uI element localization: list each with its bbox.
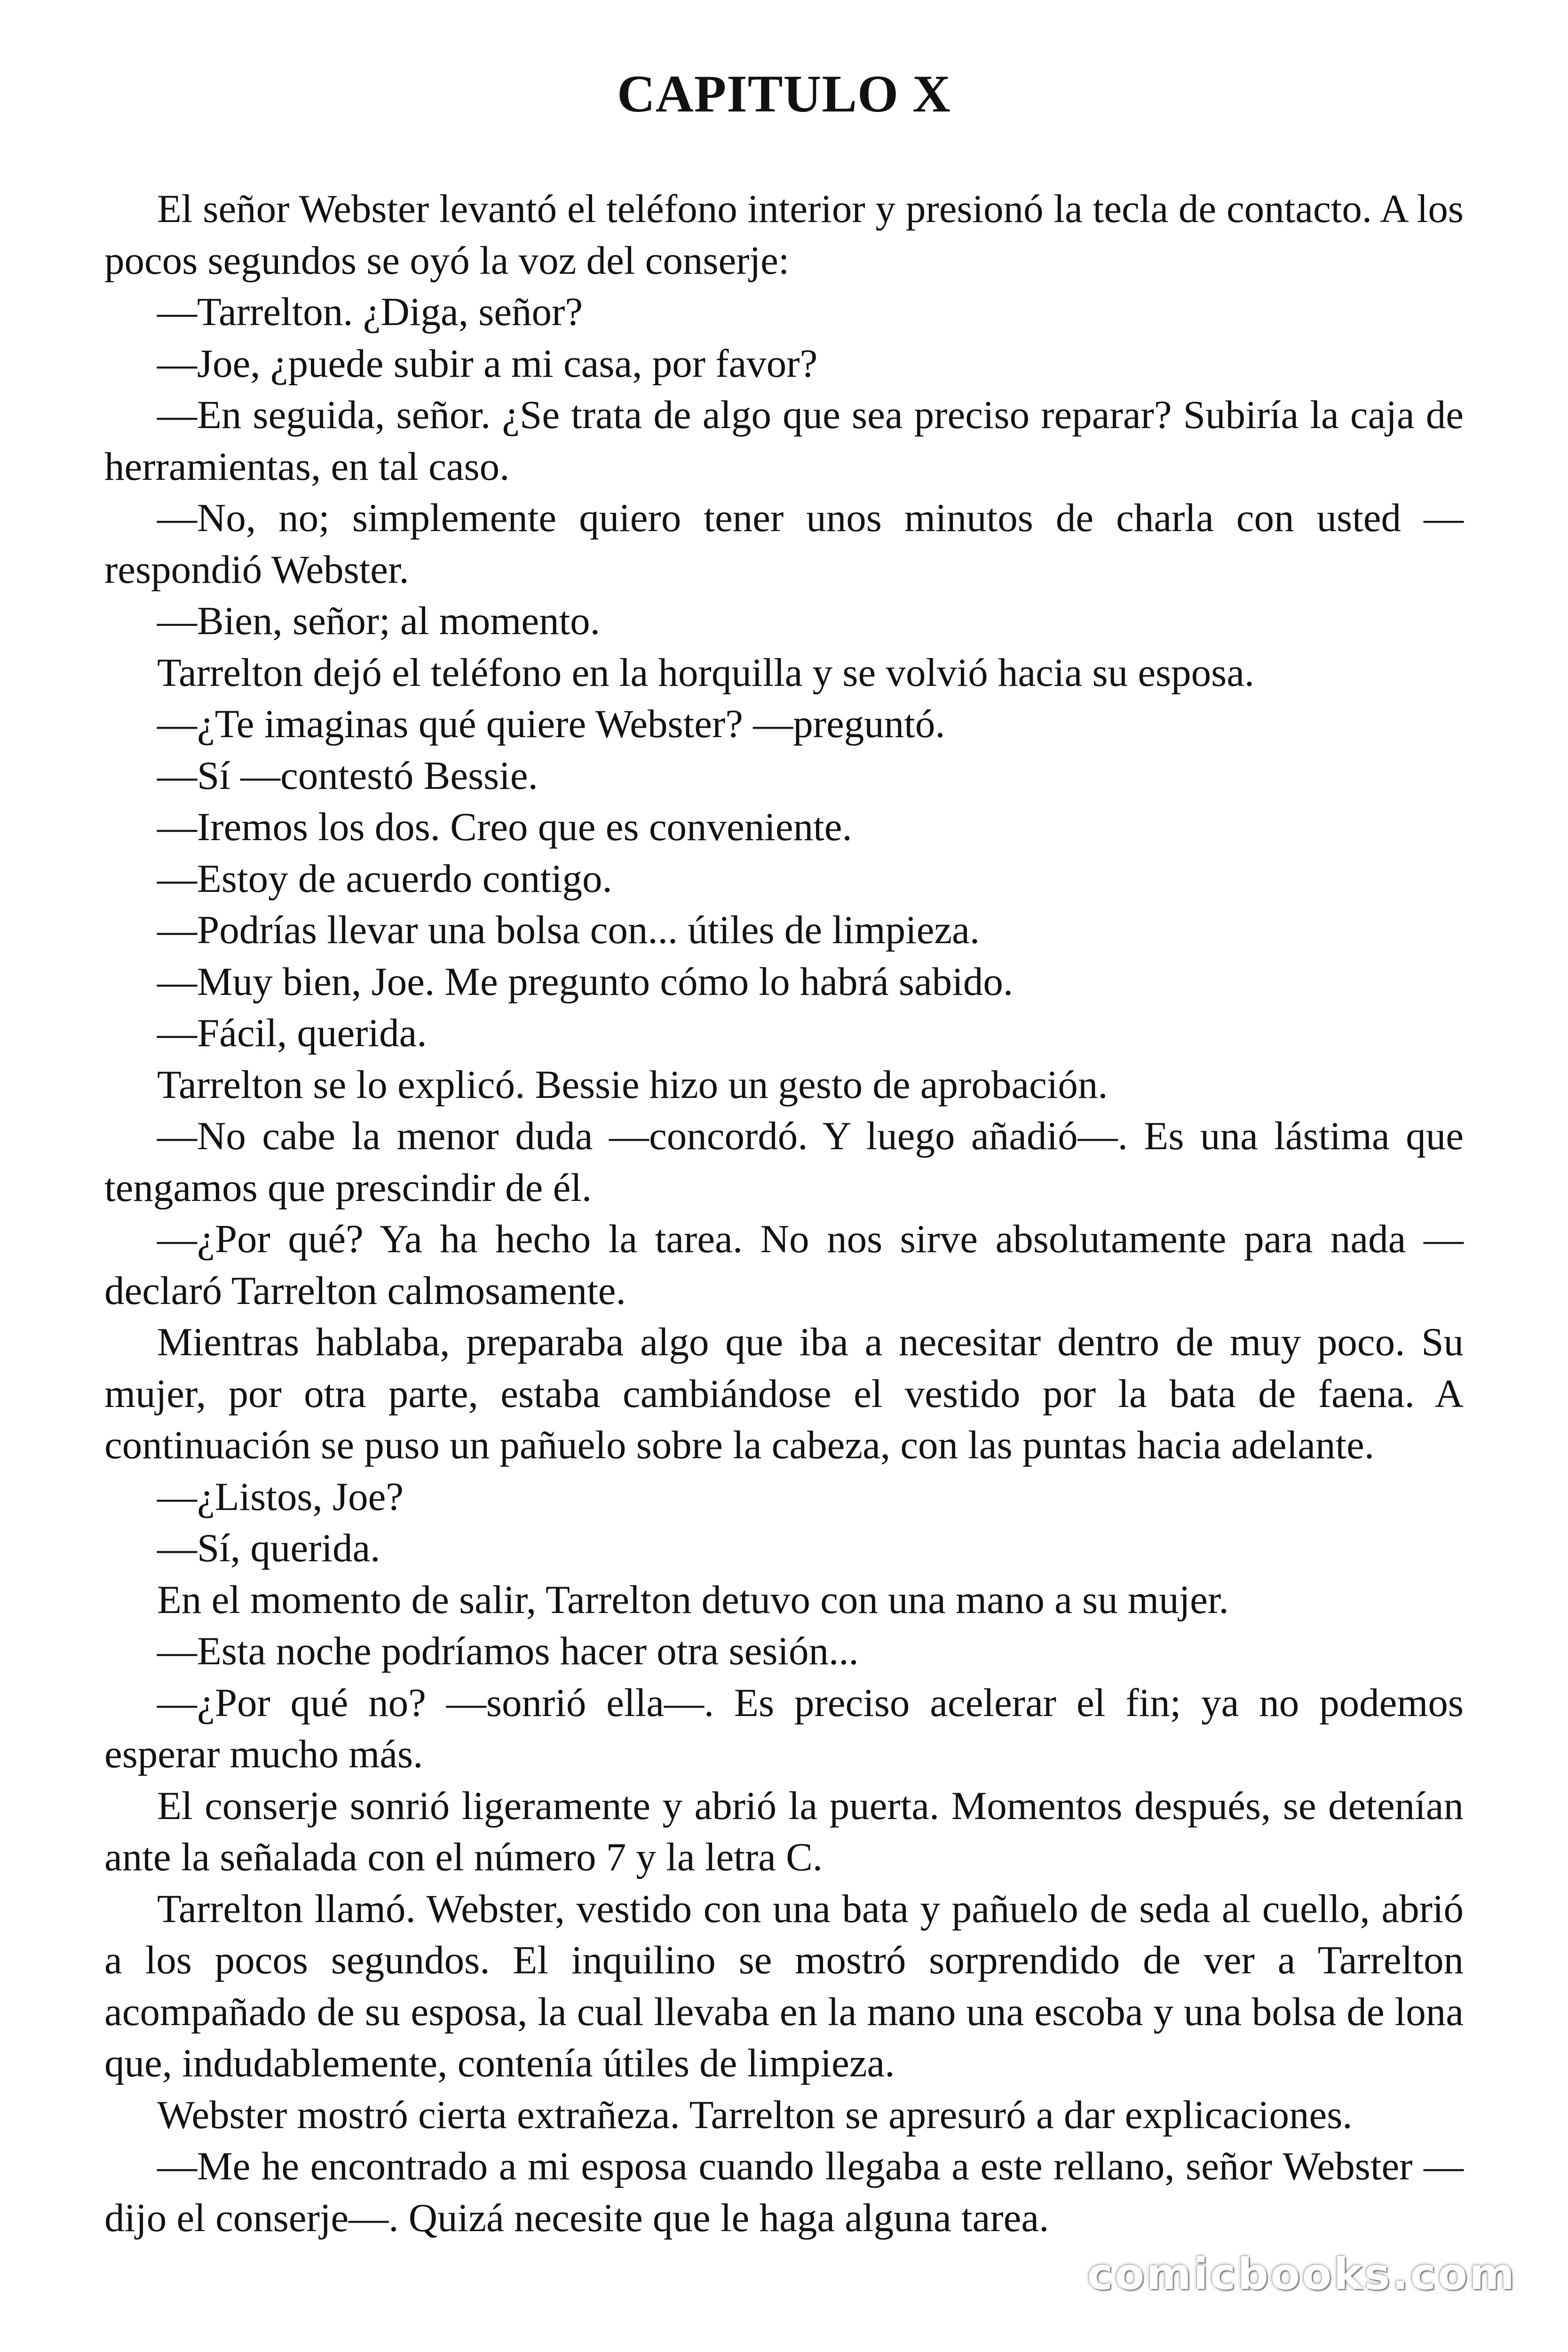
paragraph: —Sí, querida. — [157, 1526, 380, 1570]
paragraph: —No, no; simplemente quiero tener unos minutos de charla con usted — respondió Webster. — [104, 496, 1464, 592]
paragraph: —Tarrelton. ¿Diga, señor? — [157, 290, 583, 334]
paragraph: —Me he encontrado a mi esposa cuando llegaba a este rellano, señor Webster —dijo el conserje—. Quizá necesite que le haga alguna tarea. — [104, 2144, 1464, 2240]
paragraph: Tarrelton se lo explicó. Bessie hizo un gesto de aprobación. — [157, 1062, 1108, 1107]
paragraph: Webster mostró cierta extrañeza. Tarrelton se apresuró a dar explicaciones. — [157, 2092, 1353, 2137]
paragraph: —¿Por qué? Ya ha hecho la tarea. No nos sirve absolutamente para nada —declaró Tarrelton calmosamente. — [104, 1217, 1464, 1313]
paragraph: —Iremos los dos. Creo que es conveniente. — [157, 805, 852, 849]
paragraph: —Bien, señor; al momento. — [157, 599, 600, 643]
paragraph: Tarrelton llamó. Webster, vestido con una bata y pañuelo de seda al cuello, abrió a los pocos segundos. El inquilino se mostró sorprendido de ver a Tarrelton acompañado de su esposa, la cual llevaba en la mano una escoba y una bolsa de lona que, indudablemente, contenía útiles de limpieza. — [104, 1886, 1464, 2085]
paragraph: Tarrelton dejó el teléfono en la horquilla y se volvió hacia su esposa. — [157, 650, 1255, 695]
paragraph: —No cabe la menor duda —concordó. Y luego añadió—. Es una lástima que tengamos que prescindir de él. — [104, 1114, 1464, 1210]
paragraph: —Sí —contestó Bessie. — [157, 753, 538, 798]
paragraph: —Joe, ¿puede subir a mi casa, por favor? — [157, 341, 818, 386]
watermark: comicbooks.com — [1087, 2249, 1516, 2299]
paragraph: El conserje sonrió ligeramente y abrió la puerta. Momentos después, se detenían ante la señalada con el número 7 y la letra C. — [104, 1783, 1464, 1879]
paragraph: —Estoy de acuerdo contigo. — [157, 856, 612, 901]
paragraph: —Esta noche podríamos hacer otra sesión... — [157, 1629, 859, 1673]
paragraph: —¿Listos, Joe? — [157, 1474, 404, 1519]
chapter-body — [104, 183, 1464, 2244]
paragraph: —Podrías llevar una bolsa con... útiles de limpieza. — [157, 908, 980, 952]
paragraph: En el momento de salir, Tarrelton detuvo con una mano a su mujer. — [157, 1577, 1229, 1622]
paragraph: El señor Webster levantó el teléfono interior y presionó la tecla de contacto. A los pocos segundos se oyó la voz del conserje: — [104, 187, 1464, 283]
paragraph: Mientras hablaba, preparaba algo que iba a necesitar dentro de muy poco. Su mujer, por otra parte, estaba cambiándose el vestido por la bata de faena. A continuación se puso un pañuelo sobre la cabeza, con las puntas hacia adelante. — [104, 1320, 1464, 1467]
paragraph: —¿Por qué no? —sonrió ella—. Es preciso acelerar el fin; ya no podemos esperar mucho más. — [104, 1680, 1464, 1776]
paragraph: —¿Te imaginas qué quiere Webster? —preguntó. — [157, 702, 945, 746]
chapter-title: CAPITULO X — [617, 65, 951, 123]
paragraph: —Fácil, querida. — [157, 1011, 427, 1055]
paragraph: —Muy bien, Joe. Me pregunto cómo lo habrá sabido. — [157, 959, 1014, 1004]
paragraph: —En seguida, señor. ¿Se trata de algo que sea preciso reparar? Subiría la caja de herramientas, en tal caso. — [104, 393, 1464, 489]
